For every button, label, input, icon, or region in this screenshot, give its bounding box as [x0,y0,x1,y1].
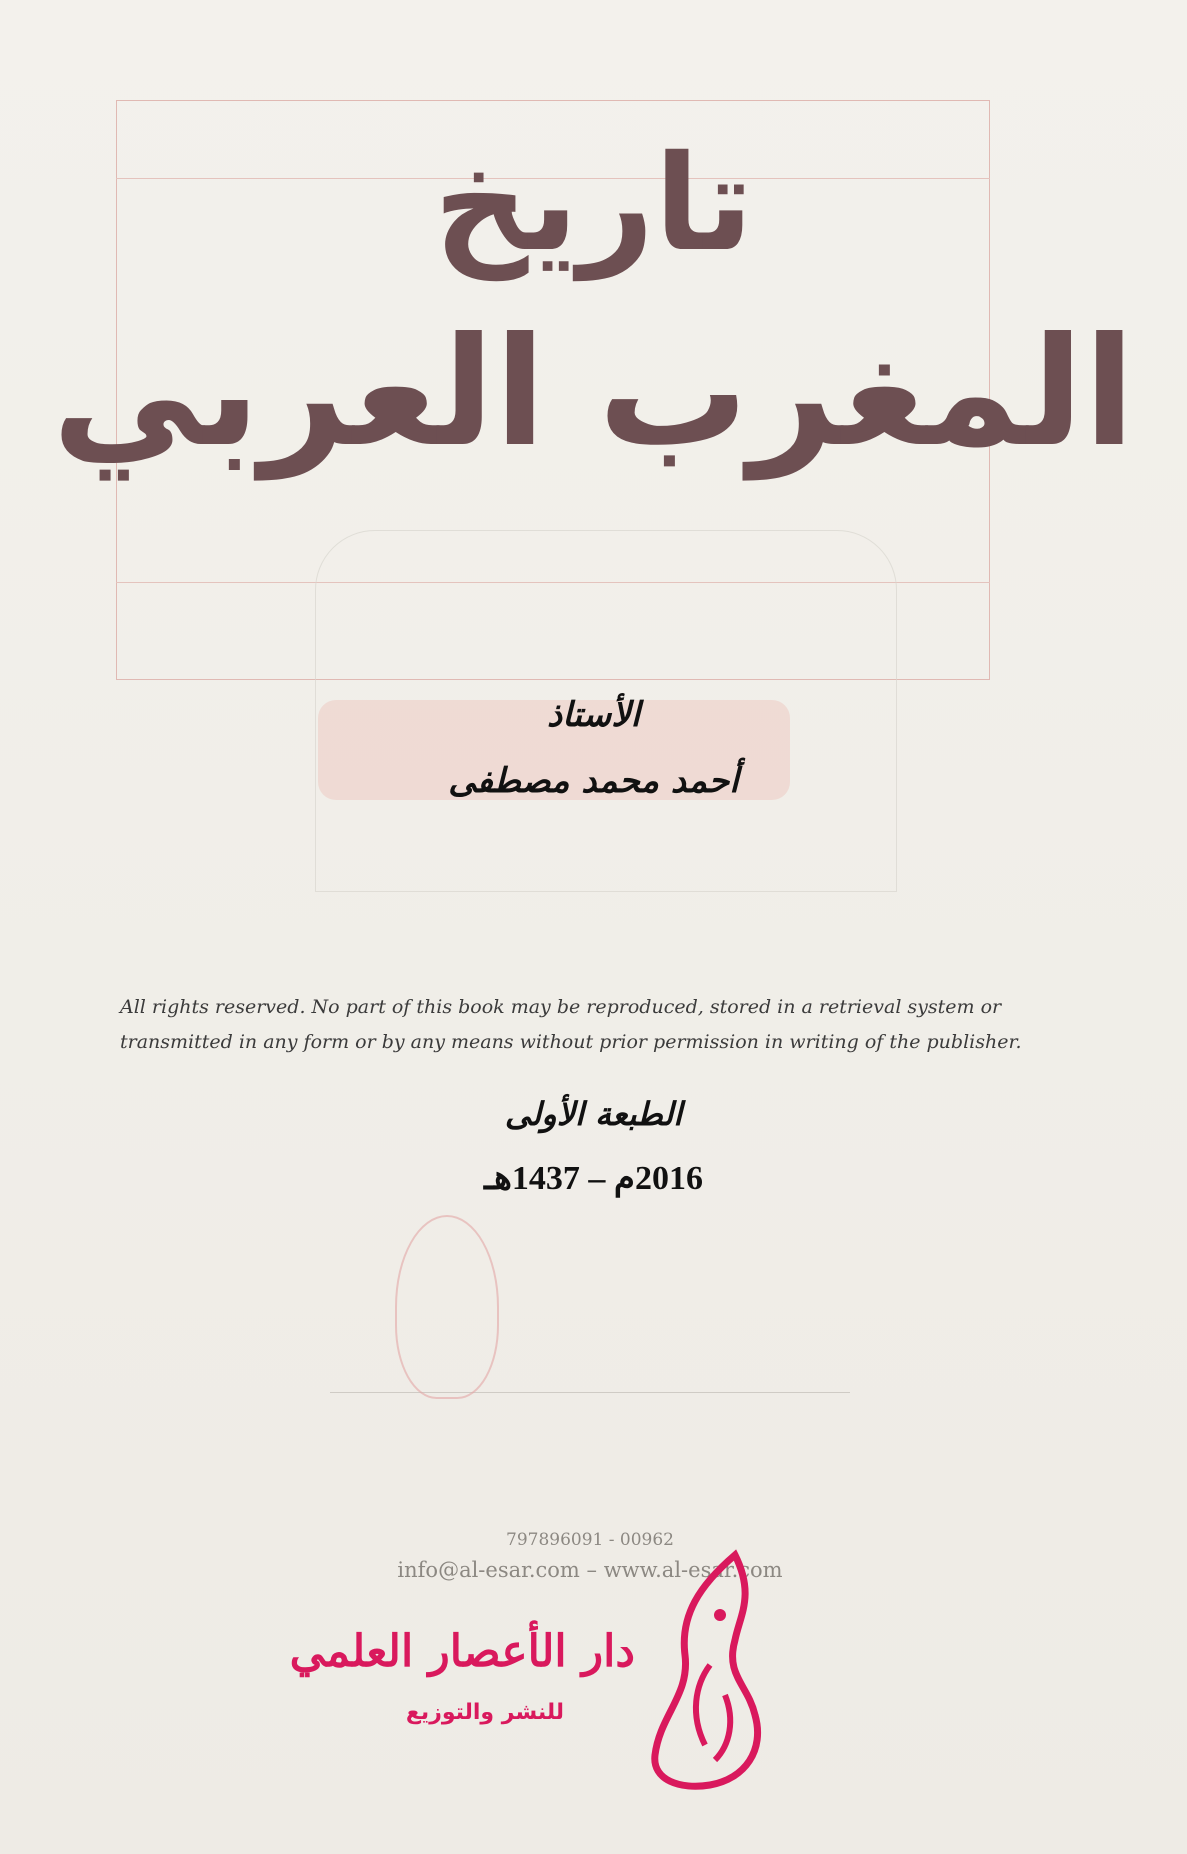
publisher-subtitle: للنشر والتوزيع [405,1700,565,1725]
contact-divider [330,1392,850,1393]
author-name: أحمد محمد مصطفى [448,761,739,801]
book-title-line2: المغرب العربي [51,306,1136,480]
edition-year: 2016م – 1437هـ [484,1160,703,1197]
publisher-name: دار الأعصار العلمي [289,1626,635,1677]
edition-label: الطبعة الأولى [504,1095,683,1133]
publisher-emblem-icon [640,1545,775,1795]
contact-website: info@al-esar.com – www.al-esar.com [397,1558,783,1582]
copyright-notice-en: All rights reserved. No part of this book may be reproduced, stored in a retrieval system or transmitted in any form or by any means without prior permission in writing of the publisher. [120,996,1022,1053]
contact-phone: 00962 - 797896091 [506,1530,674,1550]
book-title-line1: تاريخ [433,127,754,281]
author-label: الأستاذ [546,695,641,735]
showthrough-seal [395,1215,499,1399]
